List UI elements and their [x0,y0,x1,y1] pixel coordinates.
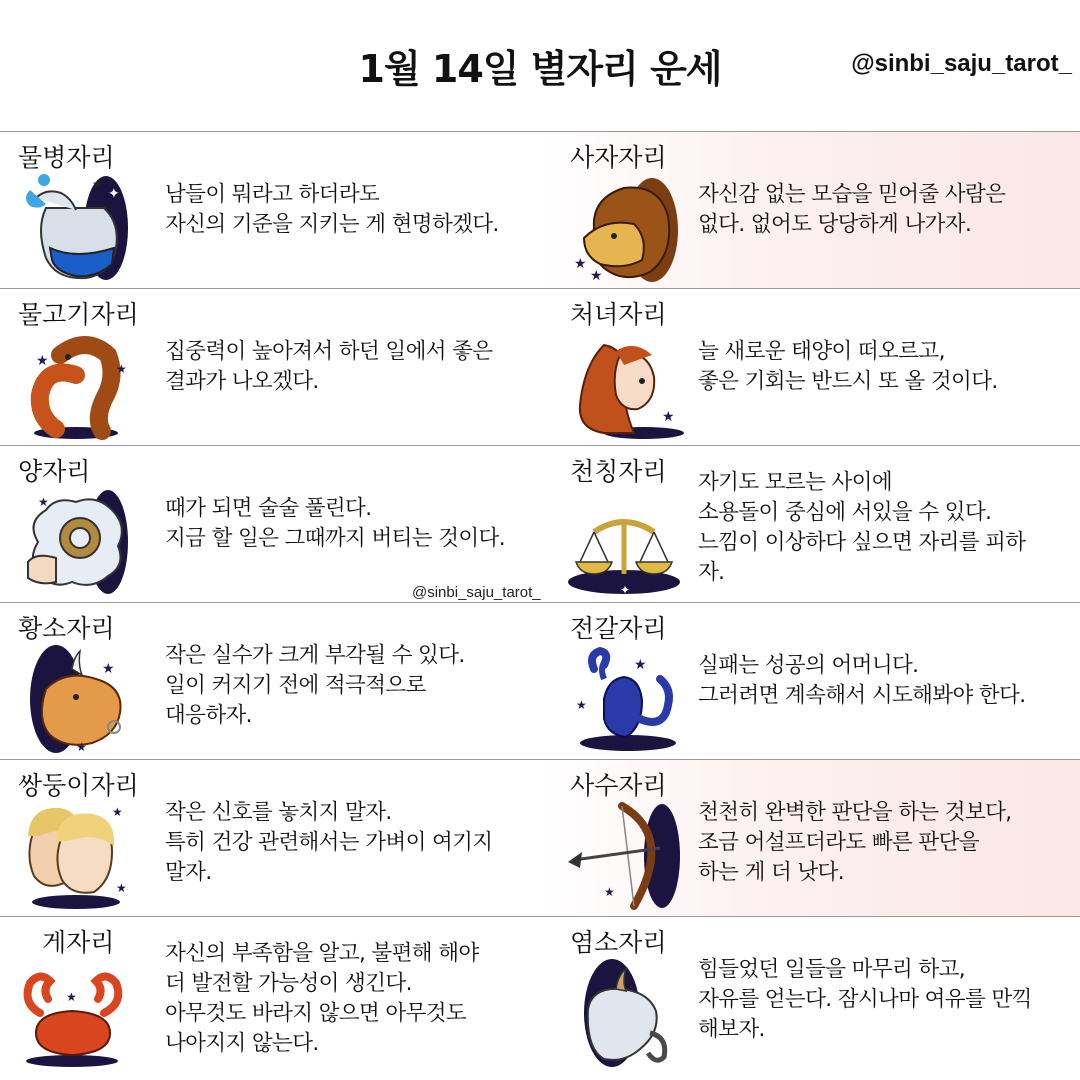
sign-card-aquarius [0,132,540,289]
header [0,0,1080,132]
sign-card-gemini [0,760,540,917]
fortune-text: 힘들었던 일들을 마무리 하고, 자유를 얻는다. 잠시나마 여유를 만끽 해보자. [698,957,1032,1042]
sign-name: 황소자리 [18,614,115,643]
sign-card-pisces [0,289,540,446]
sign-name: 천칭자리 [570,457,667,486]
sign-card-taurus [0,603,540,760]
sign-name: 쌍둥이자리 [18,771,139,800]
svg-text:★: ★ [576,698,587,712]
fortune-text: 실패는 성공의 어머니다. 그러려면 계속해서 시도해봐야 한다. [698,653,1026,708]
sign-name: 전갈자리 [570,614,667,643]
pisces-icon [16,325,136,441]
svg-text:★: ★ [38,495,49,509]
sign-card-leo [540,132,1080,289]
fortune-text: 작은 신호를 놓치지 말자. 특히 건강 관련해서는 가벼이 여기지 말자. [165,800,493,885]
sign-name: 양자리 [18,457,91,486]
svg-text:★: ★ [112,805,123,819]
svg-text:✦: ✦ [578,976,589,990]
fortune-text: 천천히 완벽한 판단을 하는 것보다, 조금 어설프더라도 빠른 판단을 하는 게 더 낫다. [698,800,1012,885]
svg-text:★: ★ [574,256,587,272]
fortune-text: 집중력이 높아져서 하던 일에서 좋은 결과가 나오겠다. [165,339,493,394]
fortune-text: 늘 새로운 태양이 떠오르고, 좋은 기회는 반드시 또 올 것이다. [698,339,998,394]
cancer-icon [16,953,136,1069]
sign-card-virgo [540,289,1080,446]
fortune-text: 자신의 부족함을 알고, 불편해 해야 더 발전할 가능성이 생긴다. 아무것도 바라지 않으면 아무것도 나아지지 않는다. [165,941,479,1056]
svg-text:✦: ✦ [108,186,120,202]
watermark: @sinbi_saju_tarot_ [412,584,541,601]
fortune-text: 때가 되면 술술 풀린다. 지금 할 일은 그때까지 버티는 것이다. [165,496,505,551]
libra-icon [564,482,684,598]
page-title: 1월 14일 별자리 운세 [358,47,722,91]
sign-card-libra [540,446,1080,603]
svg-text:★: ★ [604,885,615,899]
svg-text:★: ★ [92,177,103,191]
sign-name: 물병자리 [18,143,115,172]
sign-name: 사자자리 [570,143,667,172]
fortune-text: 자기도 모르는 사이에 소용돌이 중심에 서있을 수 있다. 느낌이 이상하다 싶으면 자리를 피하 자. [698,470,1026,585]
sign-card-capricorn [540,917,1080,1080]
horoscope-grid [0,132,1080,1080]
sign-name: 물고기자리 [18,300,139,329]
aries-icon [16,482,136,598]
svg-text:★: ★ [76,740,87,754]
svg-text:★: ★ [662,409,675,425]
svg-text:★: ★ [66,990,77,1004]
fortune-text: 자신감 없는 모습을 믿어줄 사람은 없다. 없어도 당당하게 나가자. [698,182,1006,237]
sign-name: 사수자리 [570,771,667,800]
sign-card-sagittarius [540,760,1080,917]
svg-text:★: ★ [634,657,647,673]
svg-text:★: ★ [102,661,115,677]
taurus-icon [16,639,136,755]
virgo-icon [564,325,684,441]
account-handle: @sinbi_saju_tarot_ [851,50,1072,77]
sign-name: 게자리 [42,928,115,957]
sign-name: 처녀자리 [570,300,667,329]
sign-card-aries [0,446,540,603]
gemini-icon [16,796,136,912]
svg-text:★: ★ [116,881,127,895]
aquarius-icon [16,168,136,284]
sign-card-scorpio [540,603,1080,760]
svg-text:★: ★ [36,353,49,369]
leo-icon [564,168,684,284]
scorpio-icon [564,639,684,755]
sign-name: 염소자리 [570,928,667,957]
fortune-text: 남들이 뭐라고 하더라도 자신의 기준을 지키는 게 현명하겠다. [165,182,499,237]
svg-text:✦: ✦ [620,583,631,597]
svg-text:★: ★ [116,362,127,376]
sign-card-cancer [0,917,540,1080]
svg-text:★: ★ [590,268,603,284]
capricorn-icon [564,953,684,1069]
sagittarius-icon [564,796,684,912]
fortune-text: 작은 실수가 크게 부각될 수 있다. 일이 커지기 전에 적극적으로 대응하자. [165,643,465,728]
